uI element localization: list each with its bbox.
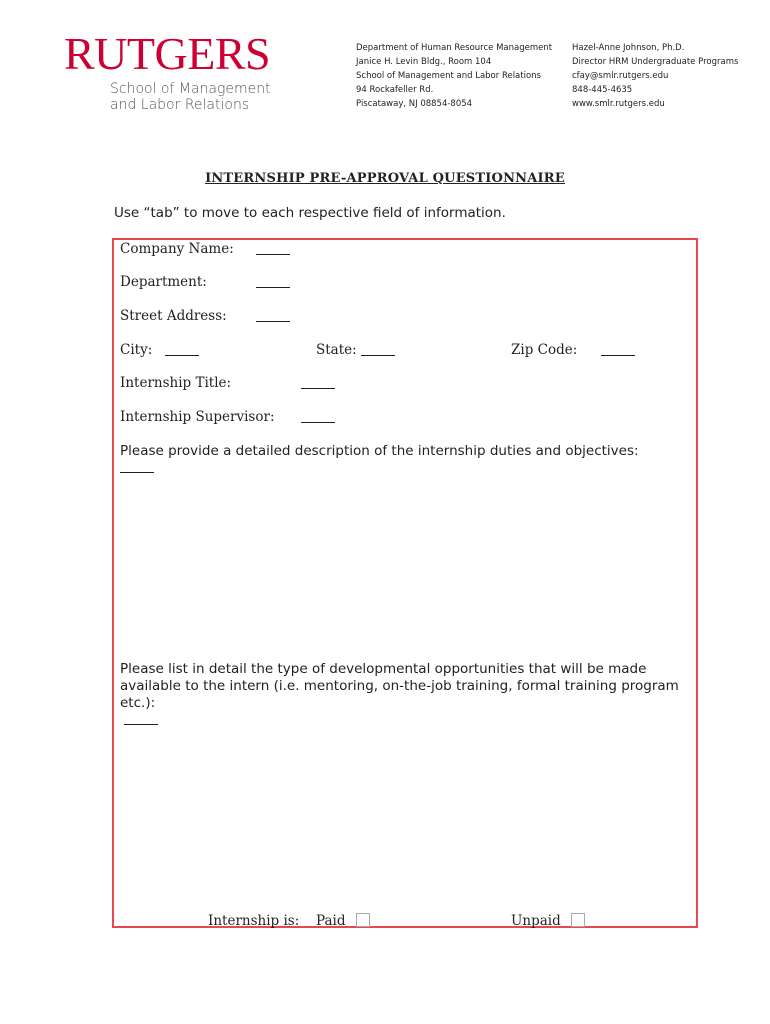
contact-line: Director HRM Undergraduate Programs (572, 57, 739, 67)
street-address-label: Street Address: (120, 308, 227, 324)
city-label: City: (120, 342, 153, 358)
internship-supervisor-label: Internship Supervisor: (120, 409, 275, 425)
address-line: Janice H. Levin Bldg., Room 104 (356, 57, 492, 67)
contact-line: www.smlr.rutgers.edu (572, 99, 665, 109)
duties-prompt: Please provide a detailed description of the internship duties and objectives: (120, 443, 639, 459)
internship-supervisor-field[interactable] (301, 422, 335, 423)
logo-subtitle-line-1: School of Management (110, 81, 271, 97)
paid-label: Paid (316, 913, 346, 929)
internship-title-field[interactable] (301, 388, 335, 389)
unpaid-label: Unpaid (511, 913, 561, 929)
paid-checkbox[interactable] (356, 913, 370, 927)
zip-code-label: Zip Code: (511, 342, 578, 358)
contact-line: Hazel-Anne Johnson, Ph.D. (572, 43, 685, 53)
department-address (356, 41, 552, 111)
logo-subtitle-line-2: and Labor Relations (110, 97, 250, 113)
address-line: Piscataway, NJ 08854-8054 (356, 99, 473, 109)
director-contact (572, 41, 738, 111)
duties-field[interactable] (120, 472, 154, 473)
logo-wordmark: RUTGERS (64, 28, 271, 79)
department-field[interactable] (256, 287, 290, 288)
internship-title-label: Internship Title: (120, 375, 232, 391)
city-field[interactable] (165, 355, 199, 356)
form-title: INTERNSHIP PRE-APPROVAL QUESTIONNAIRE (205, 171, 565, 186)
development-field[interactable] (124, 724, 158, 725)
contact-line: cfay@smlr.rutgers.edu (572, 71, 669, 81)
department-label: Department: (120, 274, 207, 290)
form-instructions: Use “tab” to move to each respective field of information. (114, 205, 506, 221)
state-field[interactable] (361, 355, 395, 356)
contact-line: 848-445-4635 (572, 85, 633, 95)
company-name-label: Company Name: (120, 241, 234, 257)
state-label: State: (316, 342, 357, 358)
form-border (112, 238, 698, 928)
address-line: Department of Human Resource Management (356, 43, 553, 53)
address-line: 94 Rockafeller Rd. (356, 85, 434, 95)
street-address-field[interactable] (256, 321, 290, 322)
zip-code-field[interactable] (601, 355, 635, 356)
unpaid-checkbox[interactable] (571, 913, 585, 927)
rutgers-logo (64, 28, 274, 120)
development-prompt: Please list in detail the type of developmental opportunities that will be made available to the intern (i.e. mentoring, on-the-job training, formal training program etc.): (120, 661, 679, 711)
internship-is-label: Internship is: (208, 913, 300, 929)
company-name-field[interactable] (256, 254, 290, 255)
address-line: School of Management and Labor Relations (356, 71, 541, 81)
